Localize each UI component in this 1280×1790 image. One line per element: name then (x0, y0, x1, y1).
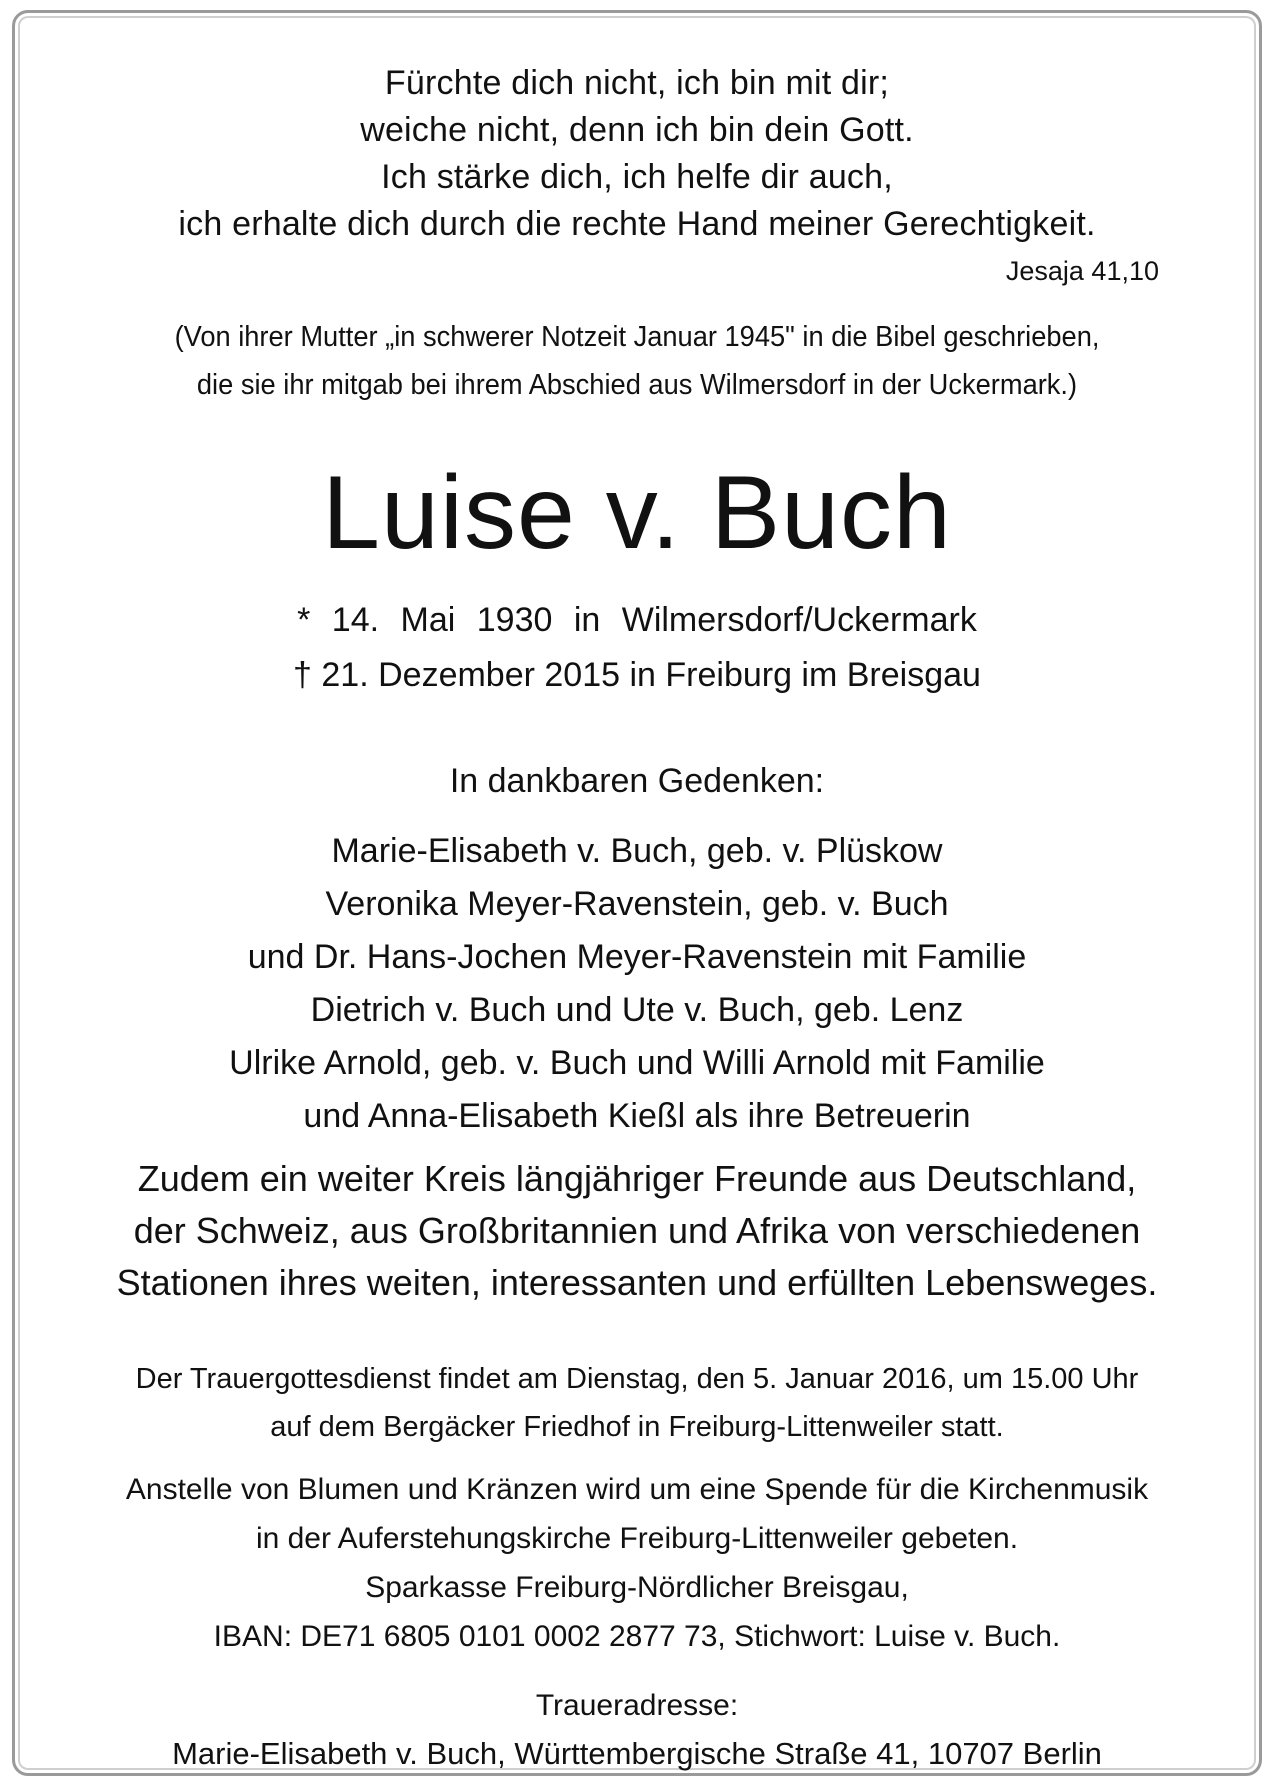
mourners-list (15, 825, 1259, 1143)
mourner-line: und Dr. Hans-Jochen Meyer-Ravenstein mit Familie (247, 938, 1027, 976)
deceased-name: Luise v. Buch (322, 455, 952, 571)
service-line: auf dem Bergäcker Friedhof in Freiburg-Littenweiler statt. (270, 1411, 1004, 1443)
friends-line: Stationen ihres weiten, interessanten und erfüllten Lebensweges. (116, 1262, 1158, 1303)
note-line: (Von ihrer Mutter „in schwerer Notzeit Januar 1945" in die Bibel geschrieben, (174, 321, 1100, 353)
mourner-line: und Anna-Elisabeth Kießl als ihre Betreuerin (303, 1097, 971, 1135)
mother-note (55, 313, 1219, 409)
obituary-content (15, 13, 1259, 1773)
donation-line: IBAN: DE71 6805 0101 0002 2877 73, Stichwort: Luise v. Buch. (213, 1620, 1061, 1653)
memory-label: In dankbaren Gedenken: (449, 762, 825, 800)
friends-line: der Schweiz, aus Großbritannien und Afrika von verschiedenen (133, 1210, 1141, 1251)
note-line: die sie ihr mitgab bei ihrem Abschied aus Wilmersdorf in der Uckermark.) (196, 369, 1078, 401)
donation-line: Sparkasse Freiburg-Nördlicher Breisgau, (365, 1571, 909, 1604)
friends-line: Zudem ein weiter Kreis längjähriger Freunde aus Deutschland, (137, 1158, 1137, 1199)
funeral-service-info (45, 1355, 1229, 1451)
birth-line: * 14. Mai 1930 in Wilmersdorf/Uckermark (297, 601, 977, 639)
verse-source: Jesaja 41,10 (1005, 256, 1159, 286)
donation-info (45, 1465, 1229, 1661)
donation-line: in der Auferstehungskirche Freiburg-Littenweiler gebeten. (255, 1522, 1019, 1555)
death-line: † 21. Dezember 2015 in Freiburg im Breisgau (293, 656, 981, 694)
life-dates (15, 593, 1259, 703)
verse-line: Fürchte dich nicht, ich bin mit dir; (384, 64, 890, 102)
bible-verse (55, 60, 1219, 248)
obituary-frame (12, 10, 1262, 1776)
mourner-line: Ulrike Arnold, geb. v. Buch und Willi Arnold mit Familie (229, 1044, 1045, 1082)
donation-line: Anstelle von Blumen und Kränzen wird um eine Spende für die Kirchenmusik (125, 1473, 1149, 1506)
friends-paragraph (45, 1153, 1229, 1309)
mourning-address: Marie-Elisabeth v. Buch, Württembergische Straße 41, 10707 Berlin (172, 1736, 1102, 1771)
mourner-line: Dietrich v. Buch und Ute v. Buch, geb. Lenz (310, 991, 964, 1029)
mourner-line: Marie-Elisabeth v. Buch, geb. v. Plüskow (331, 832, 943, 870)
mourning-address-label: Traueradresse: (535, 1689, 739, 1722)
mourner-line: Veronika Meyer-Ravenstein, geb. v. Buch (325, 885, 949, 923)
verse-line: weiche nicht, denn ich bin dein Gott. (360, 111, 914, 149)
verse-line: Ich stärke dich, ich helfe dir auch, (381, 158, 893, 196)
service-line: Der Trauergottesdienst findet am Dienstag, den 5. Januar 2016, um 15.00 Uhr (135, 1363, 1139, 1395)
verse-line: ich erhalte dich durch die rechte Hand meiner Gerechtigkeit. (178, 205, 1096, 243)
